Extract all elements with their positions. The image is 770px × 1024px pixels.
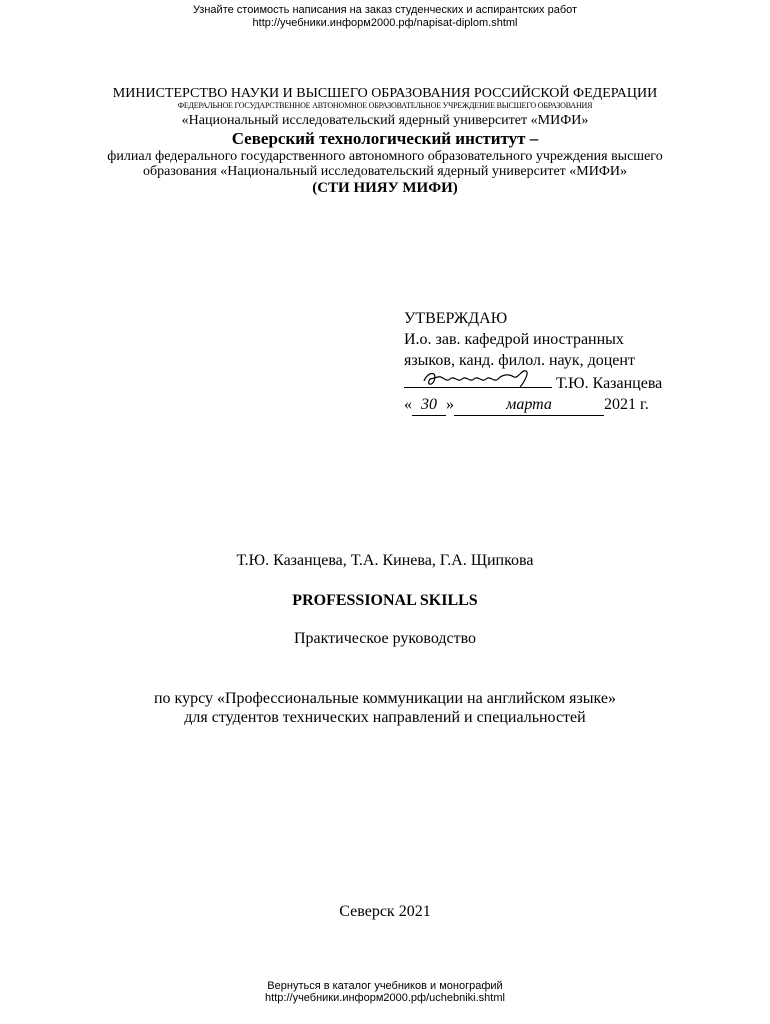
branch-line-1: филиал федерального государственного автономного образовательного учреждения высшего xyxy=(107,149,663,164)
course-line-1: по курсу «Профессиональные коммуникации на английском языке» xyxy=(153,690,616,707)
catalog-url-link[interactable]: http://учебники.информ2000.рф/uchebniki.shtml xyxy=(265,992,505,1004)
approval-date-row xyxy=(404,394,684,416)
approval-position-2: языков, канд. филол. наук, доцент xyxy=(404,352,635,369)
promo-url-link[interactable]: http://учебники.информ2000.рф/napisat-diplom.shtml xyxy=(252,17,518,29)
city-year: Северск 2021 xyxy=(339,903,431,920)
date-year: 2021 г. xyxy=(604,396,649,413)
institute-abbreviation: (СТИ НИЯУ МИФИ) xyxy=(312,180,458,196)
fgaou-line: ФЕДЕРАЛЬНОЕ ГОСУДАРСТВЕННОЕ АВТОНОМНОЕ ОБРАЗОВАТЕЛЬНОЕ УЧРЕЖДЕНИЕ ВЫСШЕГО ОБРАЗОВАНИЯ xyxy=(177,101,593,110)
approval-signature-row xyxy=(404,371,684,394)
approval-position-1: И.о. зав. кафедрой иностранных xyxy=(404,331,624,348)
branch-line-2: образования «Национальный исследовательский ядерный университет «МИФИ» xyxy=(142,164,628,179)
university-line: «Национальный исследовательский ядерный университет «МИФИ» xyxy=(181,113,589,128)
signature-name: Т.Ю. Казанцева xyxy=(556,375,663,392)
date-month: марта xyxy=(454,394,604,416)
signature-line xyxy=(404,371,552,388)
document-title: PROFESSIONAL SKILLS xyxy=(292,592,478,609)
course-line-2: для студентов технических направлений и специальностей xyxy=(184,709,586,726)
authors: Т.Ю. Казанцева, Т.А. Кинева, Г.А. Щипкова xyxy=(236,552,534,569)
institute-name: Северский технологический институт – xyxy=(231,129,539,148)
handwritten-signature-icon xyxy=(404,367,552,389)
document-subtitle: Практическое руководство xyxy=(293,630,477,647)
promo-notice[interactable]: Узнайте стоимость написания на заказ студенческих и аспирантских работ xyxy=(192,4,578,16)
date-quote-close: » xyxy=(446,396,454,413)
catalog-link[interactable]: Вернуться в каталог учебников и монографий xyxy=(267,980,503,992)
date-day: 30 xyxy=(412,394,446,416)
date-quote-open: « xyxy=(404,396,412,413)
approval-heading: УТВЕРЖДАЮ xyxy=(404,310,508,327)
ministry-line: МИНИСТЕРСТВО НАУКИ И ВЫСШЕГО ОБРАЗОВАНИЯ РОССИЙСКОЙ ФЕДЕРАЦИИ xyxy=(112,86,658,101)
approval-block xyxy=(404,308,684,416)
